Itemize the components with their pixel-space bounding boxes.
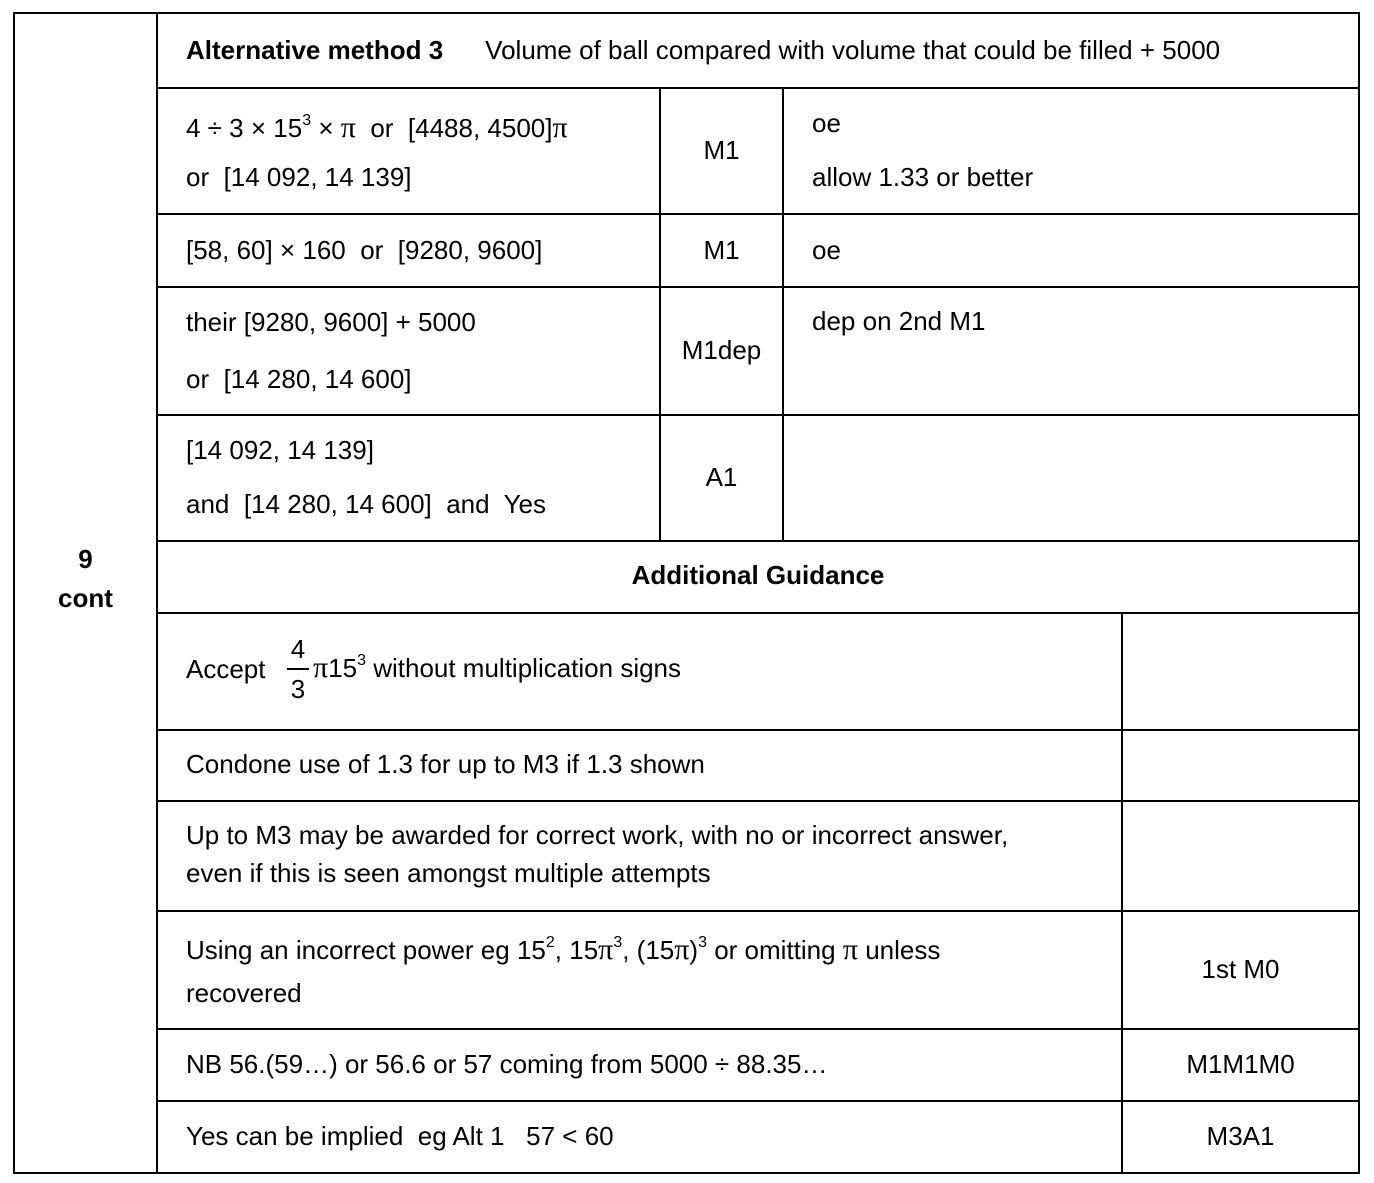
question-continued-label: cont bbox=[58, 583, 113, 613]
guidance-nb-mark: M1M1M0 bbox=[1186, 1049, 1295, 1079]
pi-symbol: π bbox=[842, 933, 858, 966]
fraction-four-thirds bbox=[287, 636, 309, 702]
row1-comment-line1: oe bbox=[812, 108, 841, 138]
guidance-incorrect-power-line2: recovered bbox=[186, 978, 302, 1008]
row-divider bbox=[156, 414, 1360, 416]
row4-mark: A1 bbox=[705, 462, 738, 492]
row-divider bbox=[156, 800, 1360, 802]
guidance-yes-implied: Yes can be implied eg Alt 1 57 < 60 bbox=[186, 1121, 614, 1151]
row3-answer-line2: or [14 280, 14 600] bbox=[186, 364, 412, 394]
alt-method-description: Volume of ball compared with volume that could be filled + 5000 bbox=[485, 35, 1221, 65]
row3-mark: M1dep bbox=[681, 335, 762, 365]
pi-symbol: π bbox=[552, 111, 568, 144]
row-divider bbox=[156, 286, 1360, 288]
row-divider bbox=[156, 612, 1360, 614]
row2-answer: [58, 60] × 160 or [9280, 9600] bbox=[186, 235, 543, 265]
guidance-accept-expression: $\pi 15^3$ without multiplication signs bbox=[313, 651, 682, 684]
table-border-right bbox=[1358, 12, 1360, 1174]
row2-comment: oe bbox=[812, 235, 841, 265]
row1-comment-line2: allow 1.33 or better bbox=[812, 162, 1034, 192]
row-divider bbox=[156, 729, 1360, 731]
row1-answer-line2: or [14 092, 14 139] bbox=[186, 162, 412, 192]
row-divider bbox=[156, 213, 1360, 215]
guidance-nb: NB 56.(59…) or 56.6 or 57 coming from 5000 ÷ 88.35… bbox=[186, 1049, 828, 1079]
guidance-yes-mark: M3A1 bbox=[1206, 1121, 1275, 1151]
fraction-denominator: 3 bbox=[290, 674, 306, 704]
alt-method-title: Alternative method 3 bbox=[186, 35, 444, 65]
row3-comment: dep on 2nd M1 bbox=[812, 306, 986, 336]
row-divider bbox=[156, 1028, 1360, 1030]
row-divider bbox=[156, 910, 1360, 912]
fraction-bar bbox=[287, 668, 309, 670]
pi-symbol: π bbox=[340, 111, 356, 144]
guidance-up-to-m3-line1: Up to M3 may be awarded for correct work, with no or incorrect answer, bbox=[186, 820, 1009, 850]
row1-answer-line1: $4 \div 3 \times 15^3 \times \pi$ or [4488, 4500]π bbox=[186, 111, 568, 144]
row4-answer-line2: and [14 280, 14 600] and Yes bbox=[186, 489, 546, 519]
guidance-condone: Condone use of 1.3 for up to M3 if 1.3 shown bbox=[186, 749, 705, 779]
question-number: 9 bbox=[78, 544, 93, 574]
table-border-top bbox=[13, 12, 1360, 14]
fraction-numerator: 4 bbox=[290, 634, 306, 664]
table-border-bottom bbox=[13, 1172, 1360, 1174]
row3-answer-line1: their [9280, 9600] + 5000 bbox=[186, 307, 476, 337]
pi-symbol: π bbox=[598, 933, 614, 966]
guidance-mark-divider bbox=[1121, 612, 1123, 1174]
guidance-incorrect-power-mark: 1st M0 bbox=[1201, 954, 1280, 984]
row-divider bbox=[156, 1100, 1360, 1102]
guidance-up-to-m3-line2: even if this is seen amongst multiple attempts bbox=[186, 858, 711, 888]
row-divider bbox=[156, 540, 1360, 542]
comment-column-divider bbox=[782, 87, 784, 542]
row2-mark: M1 bbox=[703, 235, 740, 265]
pi-symbol: π bbox=[674, 933, 690, 966]
row-divider bbox=[156, 87, 1360, 89]
row1-mark: M1 bbox=[703, 135, 740, 165]
guidance-heading: Additional Guidance bbox=[631, 560, 885, 590]
pi-symbol: π bbox=[313, 651, 329, 684]
guidance-accept-prefix: Accept bbox=[186, 654, 273, 684]
guidance-incorrect-power-line1: Using an incorrect power eg $15^2$, $15\pi^3$, $(15\pi)^3$ or omitting π unless bbox=[186, 933, 941, 966]
row4-answer-line1: [14 092, 14 139] bbox=[186, 435, 374, 465]
question-column-divider bbox=[156, 12, 158, 1174]
alt-method-header bbox=[186, 37, 1220, 63]
